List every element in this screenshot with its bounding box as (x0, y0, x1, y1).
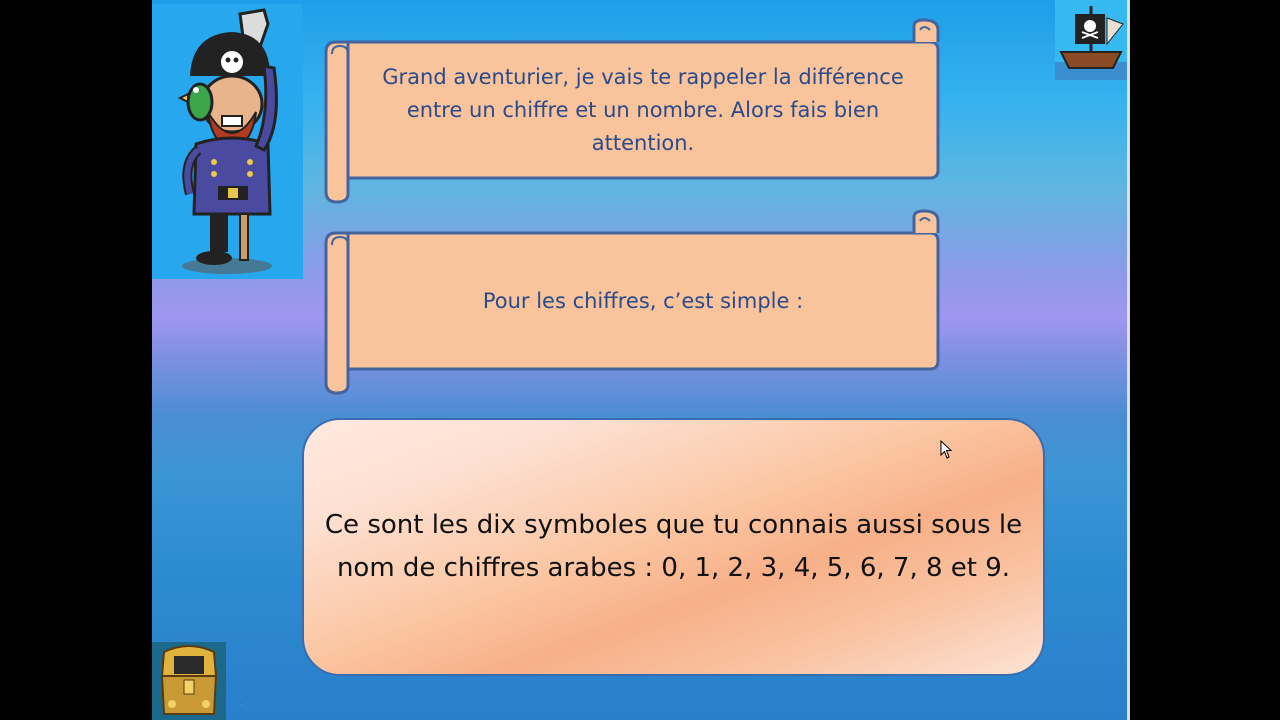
definition-text: Ce sont les dix symboles que tu connais aussi sous le nom de chiffres arabes : 0, 1, 2, 3, 4, 5, 6, 7, 8 et 9. (324, 510, 1023, 583)
pirate-captain-icon (152, 4, 303, 279)
black-margin-right (1130, 0, 1280, 720)
next-arrow-icon[interactable]: ➪ (240, 698, 252, 714)
scroll-2-text: Pour les chiffres, c’est simple : (482, 288, 804, 313)
slide (152, 0, 1127, 720)
mouse-cursor-icon (940, 440, 954, 464)
treasure-chest-icon (152, 642, 226, 720)
definition-box (302, 418, 1045, 676)
pirate-ship-icon (1055, 0, 1127, 80)
scroll-1-text: Grand aventurier, je vais te rappeler la différence entre un chiffre et un nombre. Alors fais bien attention. (382, 64, 904, 155)
scroll-banner-2 (324, 209, 942, 395)
scroll-banner-1 (324, 18, 942, 204)
